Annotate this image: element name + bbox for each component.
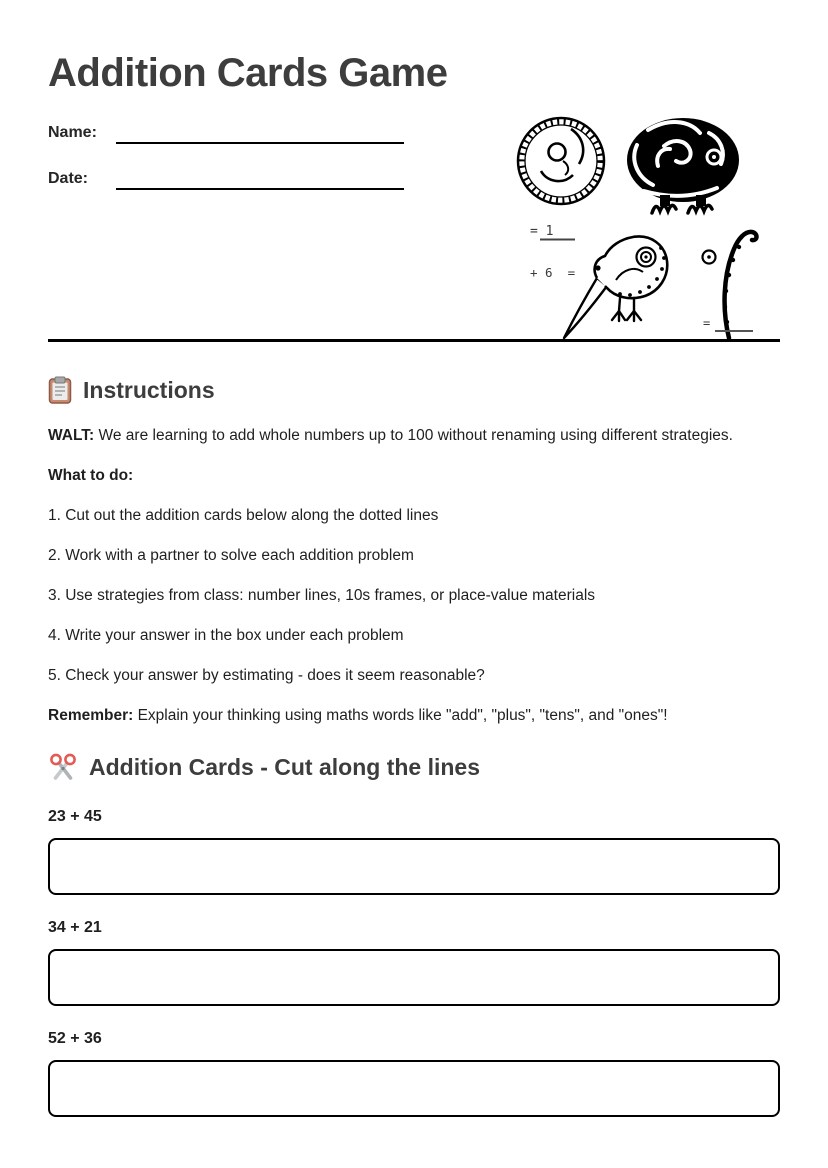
worksheet-page (0, 50, 828, 1168)
card-problem-2: 34 + 21 (48, 919, 102, 936)
equation-middle-text: + 6 = (530, 265, 576, 280)
walt-text: We are learning to add whole numbers up to 100 without renaming using different strategies. (98, 427, 733, 444)
clipboard-icon (48, 376, 72, 404)
addition-cards-heading-label: Addition Cards - Cut along the lines (89, 754, 480, 780)
remember-line (48, 707, 780, 725)
instruction-step-1: 1. Cut out the addition cards below along the dotted lines (48, 507, 439, 524)
remember-label: Remember: (48, 707, 134, 724)
name-input-line[interactable] (116, 124, 404, 144)
date-input-line[interactable] (116, 170, 404, 190)
remember-text: Explain your thinking using maths words like "add", "plus", "tens", and "ones"! (137, 707, 668, 724)
answer-box-2[interactable] (48, 949, 780, 1006)
maori-artwork (513, 105, 785, 350)
instructions-heading-label: Instructions (83, 377, 215, 403)
instruction-step-5: 5. Check your answer by estimating - does it seem reasonable? (48, 667, 485, 684)
walt-line (48, 427, 780, 445)
page-title: Addition Cards Game (48, 51, 448, 95)
card-problem-1: 23 + 45 (48, 808, 102, 825)
kiwi-bird-illustration (564, 237, 667, 338)
addition-cards-heading (48, 752, 780, 782)
maori-artwork-svg (513, 105, 785, 350)
koru-disc-illustration (518, 118, 604, 204)
name-label: Name: (48, 124, 97, 141)
instruction-step-2: 2. Work with a partner to solve each addition problem (48, 547, 414, 564)
scissors-icon (48, 753, 78, 781)
fern-frond-illustration (703, 232, 757, 338)
kiwi-blob-illustration (627, 118, 739, 213)
walt-label: WALT: (48, 427, 95, 444)
answer-box-1[interactable] (48, 838, 780, 895)
answer-box-3[interactable] (48, 1060, 780, 1117)
what-to-do-label: What to do: (48, 467, 134, 484)
equation-top-text: = 1 (530, 224, 554, 239)
date-label: Date: (48, 170, 89, 187)
instructions-heading (48, 375, 780, 405)
instruction-step-4: 4. Write your answer in the box under each problem (48, 627, 404, 644)
instruction-step-3: 3. Use strategies from class: number lines, 10s frames, or place-value materials (48, 587, 596, 604)
card-problem-3: 52 + 36 (48, 1030, 102, 1047)
equation-bottom-text: = (703, 316, 711, 330)
